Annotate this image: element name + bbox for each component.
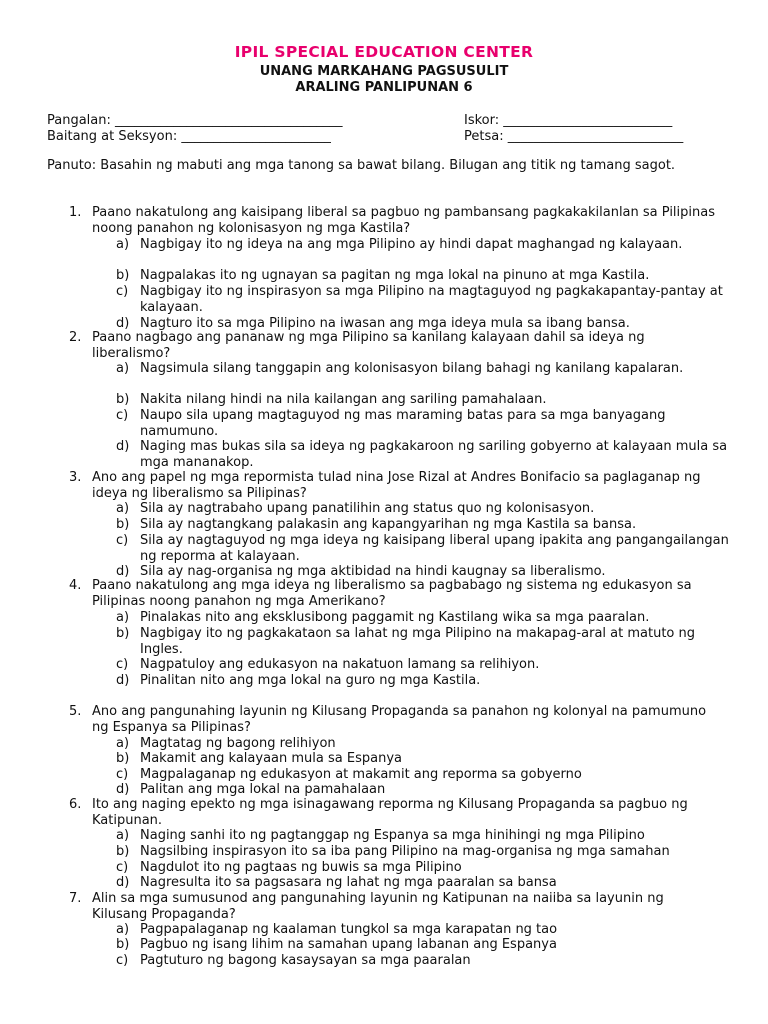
choice-letter: d) xyxy=(116,673,130,688)
choice-letter: c) xyxy=(116,953,129,968)
choice-text: Naupo sila upang magtaguyod ng mas maraming batas para sa mga banyagang namumuno. xyxy=(140,408,666,439)
choice-letter: b) xyxy=(116,751,130,766)
choice-text: Pagpapalaganap ng kaalaman tungkol sa mga karapatan ng tao xyxy=(140,922,558,937)
question-number: 3. xyxy=(69,470,82,485)
choice-letter: d) xyxy=(116,875,130,890)
choice-letter: c) xyxy=(116,533,129,548)
choice-letter: c) xyxy=(116,767,129,782)
choice-text: Nagbigay ito ng inspirasyon sa mga Pilipino na magtaguyod ng pagkakapantay-pantay at kalayaan. xyxy=(140,284,723,315)
question-number: 4. xyxy=(69,578,82,593)
name-field: Pangalan: ___________________________________ xyxy=(47,113,343,128)
question-number: 7. xyxy=(69,891,82,906)
choice-text: Nagpalakas ito ng ugnayan sa pagitan ng mga lokal na pinuno at mga Kastila. xyxy=(140,268,650,283)
question-text: Paano nakatulong ang mga ideya ng liberalismo sa pagbabago ng sistema ng edukasyon sa Pilipinas noong panahon ng mga Amerikano? xyxy=(92,578,692,609)
choice-letter: b) xyxy=(116,268,130,283)
question-number: 2. xyxy=(69,330,82,345)
choice-letter: d) xyxy=(116,439,130,454)
choice-letter: b) xyxy=(116,626,130,641)
choice-text: Magtatag ng bagong relihiyon xyxy=(140,736,336,751)
instructions: Panuto: Basahin ng mabuti ang mga tanong sa bawat bilang. Bilugan ang titik ng tamang sagot. xyxy=(47,158,676,173)
choice-letter: a) xyxy=(116,610,130,625)
choice-letter: c) xyxy=(116,860,129,875)
choice-letter: c) xyxy=(116,657,129,672)
choice-text: Magpalaganap ng edukasyon at makamit ang reporma sa gobyerno xyxy=(140,767,582,782)
choice-text: Nagsimula silang tanggapin ang kolonisasyon bilang bahagi ng kanilang kapalaran. xyxy=(140,361,684,376)
school-name: IPIL SPECIAL EDUCATION CENTER xyxy=(234,43,534,61)
choice-text: Palitan ang mga lokal na pamahalaan xyxy=(140,782,386,797)
choice-text: Pinalakas nito ang eksklusibong paggamit ng Kastilang wika sa mga paaralan. xyxy=(140,610,650,625)
choice-text: Nakita nilang hindi na nila kailangan ang sariling pamahalaan. xyxy=(140,392,547,407)
choice-text: Makamit ang kalayaan mula sa Espanya xyxy=(140,751,402,766)
question-text: Ano ang papel ng mga repormista tulad nina Jose Rizal at Andres Bonifacio sa paglaganap ng ideya ng liberalismo sa Pilipinas? xyxy=(92,470,701,501)
choice-text: Pagbuo ng isang lihim na samahan upang labanan ang Espanya xyxy=(140,937,557,952)
choice-letter: d) xyxy=(116,564,130,579)
choice-text: Nagbigay ito ng ideya na ang mga Pilipino ay hindi dapat maghangad ng kalayaan. xyxy=(140,237,683,252)
choice-letter: a) xyxy=(116,922,130,937)
choice-text: Nagdulot ito ng pagtaas ng buwis sa mga Pilipino xyxy=(140,860,462,875)
choice-letter: b) xyxy=(116,844,130,859)
choice-letter: b) xyxy=(116,517,130,532)
choice-text: Pagtuturo ng bagong kasaysayan sa mga paaralan xyxy=(140,953,471,968)
choice-letter: a) xyxy=(116,736,130,751)
question-number: 6. xyxy=(69,797,82,812)
choice-letter: d) xyxy=(116,316,130,331)
grade-section-field: Baitang at Seksyon: _______________________ xyxy=(47,129,331,144)
choice-text: Sila ay nagtrabaho upang panatilihin ang status quo ng kolonisasyon. xyxy=(140,501,595,516)
question-text: Ito ang naging epekto ng mga isinagawang reporma ng Kilusang Propaganda sa pagbuo ng Katipunan. xyxy=(92,797,688,828)
question-text: Paano nakatulong ang kaisipang liberal sa pagbuo ng pambansang pagkakakilanlan sa Pilipinas noong panahon ng kolonisasyon ng mga Kastila? xyxy=(92,205,715,236)
choice-text: Sila ay nag-organisa ng mga aktibidad na hindi kaugnay sa liberalismo. xyxy=(140,564,606,579)
choice-text: Sila ay nagtaguyod ng mga ideya ng kaisipang liberal upang ipakita ang pangangailangan ng reporma at kalayaan. xyxy=(140,533,729,564)
choice-text: Sila ay nagtangkang palakasin ang kapangyarihan ng mga Kastila sa bansa. xyxy=(140,517,637,532)
choice-text: Naging mas bukas sila sa ideya ng pagkakaroon ng sariling gobyerno at kalayaan mula sa mga mananakop. xyxy=(140,439,728,470)
subject-title: ARALING PANLIPUNAN 6 xyxy=(295,80,473,95)
choice-text: Pinalitan nito ang mga lokal na guro ng mga Kastila. xyxy=(140,673,481,688)
choice-text: Nagbigay ito ng pagkakataon sa lahat ng mga Pilipino na makapag-aral at matuto ng Ingles. xyxy=(140,626,696,657)
choice-letter: a) xyxy=(116,501,130,516)
choice-letter: c) xyxy=(116,284,129,299)
score-field: Iskor: __________________________ xyxy=(464,113,673,128)
choice-text: Nagturo ito sa mga Pilipino na iwasan ang mga ideya mula sa ibang bansa. xyxy=(140,316,630,331)
date-field: Petsa: ___________________________ xyxy=(464,129,684,144)
choice-letter: d) xyxy=(116,782,130,797)
choice-letter: b) xyxy=(116,392,130,407)
choice-letter: b) xyxy=(116,937,130,952)
choice-letter: c) xyxy=(116,408,129,423)
choice-letter: a) xyxy=(116,361,130,376)
choice-text: Nagsilbing inspirasyon ito sa iba pang Pilipino na mag-organisa ng mga samahan xyxy=(140,844,670,859)
choice-text: Naging sanhi ito ng pagtanggap ng Espanya sa mga hinihingi ng mga Pilipino xyxy=(140,828,645,843)
choice-letter: a) xyxy=(116,237,130,252)
question-text: Alin sa mga sumusunod ang pangunahing layunin ng Katipunan na naiiba sa layunin ng Kilusang Propaganda? xyxy=(92,891,664,922)
question-number: 1. xyxy=(69,205,82,220)
choice-letter: a) xyxy=(116,828,130,843)
choice-text: Nagpatuloy ang edukasyon na nakatuon lamang sa relihiyon. xyxy=(140,657,540,672)
question-number: 5. xyxy=(69,704,82,719)
question-text: Paano nagbago ang pananaw ng mga Pilipino sa kanilang kalayaan dahil sa ideya ng liberalismo? xyxy=(92,330,645,361)
choice-text: Nagresulta ito sa pagsasara ng lahat ng mga paaralan sa bansa xyxy=(140,875,557,890)
exam-title: UNANG MARKAHANG PAGSUSULIT xyxy=(259,64,509,79)
question-text: Ano ang pangunahing layunin ng Kilusang Propaganda sa panahon ng kolonyal na pamumuno ng Espanya sa Pilipinas? xyxy=(92,704,707,735)
